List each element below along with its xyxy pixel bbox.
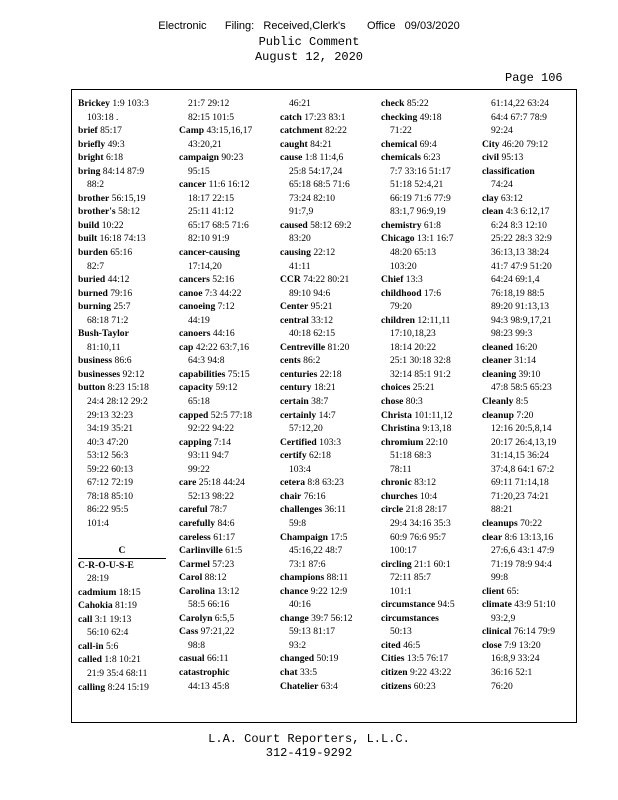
- index-entry-continuation: 99:8: [491, 572, 509, 584]
- index-entry-continuation: 17:14,20: [188, 260, 222, 272]
- document-date: August 12, 2020: [254, 50, 364, 64]
- index-entry: catchment 82:22: [280, 125, 347, 137]
- index-entry: clear 8:6 13:13,16: [482, 531, 554, 543]
- index-entry-continuation: 56:10 62:4: [87, 627, 129, 639]
- index-entry: Carolina 13:12: [179, 585, 240, 597]
- index-entry-continuation: 16:8,9 33:24: [491, 653, 540, 665]
- index-entry-continuation: 57:12,20: [289, 423, 323, 435]
- index-entry-continuation: 51:18 52:4,21: [390, 179, 444, 191]
- index-entry-continuation: 36:16 52:1: [491, 666, 533, 678]
- index-entry-continuation: 71:22: [390, 125, 412, 137]
- index-entry-continuation: 68:18 71:2: [87, 314, 129, 326]
- index-entry-continuation: 67:12 72:19: [87, 477, 134, 489]
- index-entry-continuation: 74:24: [491, 179, 513, 191]
- index-entry-continuation: 88:21: [491, 504, 513, 516]
- index-entry-continuation: 28:19: [87, 573, 109, 585]
- index-entry-continuation: 24:4 28:12 29:2: [87, 396, 148, 408]
- index-entry: champions 88:11: [280, 572, 349, 584]
- index-entry: call 3:1 19:13: [78, 613, 132, 625]
- index-entry: cleanups 70:22: [482, 517, 542, 529]
- index-entry-continuation: 45:16,22 48:7: [289, 545, 343, 557]
- index-entry-continuation: 29:4 34:16 35:3: [390, 517, 451, 529]
- index-entry: Carolyn 6:5,5: [179, 612, 235, 624]
- index-entry: caught 84:21: [280, 138, 332, 150]
- index-entry: burned 79:16: [78, 287, 133, 299]
- index-entry: chance 9:22 12:9: [280, 585, 348, 597]
- index-entry-continuation: 64:3 94:8: [188, 355, 225, 367]
- index-entry: Certified 103:3: [280, 436, 342, 448]
- index-entry: businesses 92:12: [78, 368, 145, 380]
- index-entry: chronic 83:12: [381, 477, 437, 489]
- index-entry-continuation: 37:4,8 64:1 67:2: [491, 463, 555, 475]
- index-entry: Camp 43:15,16,17: [179, 125, 253, 137]
- index-entry: classification: [482, 165, 535, 177]
- index-entry: chemicals 6:23: [381, 152, 441, 164]
- index-entry: causing 22:12: [280, 247, 336, 259]
- index-entry: catastrophic: [179, 666, 230, 678]
- index-entry-continuation: 50:13: [390, 626, 412, 638]
- index-entry: cleaned 16:20: [482, 341, 538, 353]
- index-entry: canoe 7:3 44:22: [179, 287, 242, 299]
- index-entry: campaign 90:23: [179, 152, 244, 164]
- index-entry: certainly 14:7: [280, 409, 336, 421]
- index-entry: chair 76:16: [280, 490, 326, 502]
- index-entry-continuation: 66:19 71:6 77:9: [390, 192, 451, 204]
- index-entry: Christa 101:11,12: [381, 409, 453, 421]
- index-entry: certain 38:7: [280, 396, 329, 408]
- index-column-5: [482, 97, 578, 693]
- index-entry: circle 21:8 28:17: [381, 504, 447, 516]
- index-entry: cited 46:5: [381, 639, 421, 651]
- index-entry-continuation: 76:20: [491, 680, 513, 692]
- index-entry-continuation: [78, 531, 174, 545]
- index-entry-continuation: 25:8 54:17,24: [289, 165, 343, 177]
- index-entry: careful 78:7: [179, 504, 228, 516]
- index-entry-continuation: 82:10 91:9: [188, 233, 230, 245]
- index-entry-continuation: 78:18 85:10: [87, 490, 134, 502]
- index-entry: clean 4:3 6:12,17: [482, 206, 550, 218]
- index-entry: cetera 8:8 63:23: [280, 477, 344, 489]
- index-entry: calling 8:24 15:19: [78, 681, 149, 693]
- index-entry: challenges 36:11: [280, 504, 347, 516]
- index-entry-continuation: 103:4: [289, 463, 311, 475]
- index-entry-continuation: 103:20: [390, 260, 417, 272]
- index-entry-continuation: 93:2,9: [491, 612, 516, 624]
- index-entry-continuation: 20:17 26:4,13,19: [491, 436, 557, 448]
- index-entry-continuation: 6:24 8:3 12:10: [491, 219, 547, 231]
- index-entry: catch 17:23 83:1: [280, 111, 346, 123]
- index-entry-continuation: 83:1,7 96:9,19: [390, 206, 446, 218]
- index-entry-continuation: 86:22 95:5: [87, 504, 129, 516]
- index-entry: chemical 69:4: [381, 138, 437, 150]
- index-column-3: [280, 97, 376, 693]
- index-entry: button 8:23 15:18: [78, 382, 149, 394]
- index-entry: brother 56:15,19: [78, 192, 146, 204]
- index-entry: capped 52:5 77:18: [179, 409, 253, 421]
- index-column-1: [78, 97, 174, 694]
- index-entry-continuation: 21:7 29:12: [188, 98, 230, 109]
- index-entry-continuation: 25:11 41:12: [188, 206, 234, 218]
- index-entry-continuation: 34:19 35:21: [87, 423, 134, 435]
- footer-phone: 312-419-9292: [265, 746, 353, 760]
- index-entry-continuation: 98:8: [188, 639, 206, 651]
- index-entry: children 12:11,11: [381, 314, 451, 326]
- index-entry: Cities 13:5 76:17: [381, 653, 449, 665]
- index-entry-continuation: 51:18 68:3: [390, 450, 432, 462]
- index-entry: climate 43:9 51:10: [482, 599, 556, 611]
- index-entry: capacity 59:12: [179, 382, 238, 394]
- index-entry: circling 21:1 60:1: [381, 558, 451, 570]
- index-entry-continuation: 40:18 62:15: [289, 328, 336, 340]
- index-entry: capabilities 75:15: [179, 368, 250, 380]
- index-entry: buried 44:12: [78, 274, 130, 286]
- index-entry-continuation: 82:15 101:5: [188, 111, 235, 123]
- index-entry: caused 58:12 69:2: [280, 219, 352, 231]
- index-entry-continuation: 41:11: [289, 260, 311, 272]
- index-entry: citizen 9:22 43:22: [381, 666, 452, 678]
- index-entry: circumstances: [381, 612, 439, 624]
- index-entry: Chicago 13:1 16:7: [381, 233, 454, 245]
- index-entry: cents 86:2: [280, 355, 321, 367]
- index-entry-continuation: 29:13 32:23: [87, 409, 134, 421]
- index-entry: burden 65:16: [78, 247, 133, 259]
- index-entry: clinical 76:14 79:9: [482, 626, 556, 638]
- index-entry-continuation: 53:12 56:3: [87, 450, 129, 462]
- index-entry-continuation: 46:21: [289, 98, 311, 109]
- index-entry: business 86:6: [78, 355, 132, 367]
- index-entry-continuation: 89:10 94:6: [289, 287, 331, 299]
- index-entry: changed 50:19: [280, 653, 339, 665]
- index-entry-continuation: 65:17 68:5 71:6: [188, 219, 249, 231]
- index-entry: burning 25:7: [78, 301, 131, 313]
- index-entry: build 10:22: [78, 219, 124, 231]
- index-entry-continuation: 36:13,13 38:24: [491, 247, 550, 259]
- index-entry: carefully 84:6: [179, 517, 235, 529]
- index-entry-continuation: 44:13 45:8: [188, 680, 230, 692]
- index-entry-continuation: 101:1: [390, 585, 412, 597]
- index-entry: Cleanly 8:5: [482, 396, 529, 408]
- index-column-4: [381, 97, 477, 693]
- index-entry-continuation: 76:18,19 88:5: [491, 287, 545, 299]
- index-entry: check 85:22: [381, 98, 429, 109]
- index-entry: cancer 11:6 16:12: [179, 179, 250, 191]
- index-entry: circumstance 94:5: [381, 599, 455, 611]
- index-entry-continuation: 17:10,18,23: [390, 328, 436, 340]
- index-entry-continuation: 101:4: [87, 517, 109, 529]
- index-entry-continuation: 27:6,6 43:1 47:9: [491, 545, 555, 557]
- index-entry: central 33:12: [280, 314, 334, 326]
- index-entry-continuation: 48:20 65:13: [390, 247, 437, 259]
- index-entry-continuation: 71:20,23 74:21: [491, 490, 550, 502]
- index-entry-continuation: 83:20: [289, 233, 311, 245]
- index-entry: Cass 97:21,22: [179, 626, 235, 638]
- index-entry: Centreville 81:20: [280, 341, 350, 353]
- index-column-2: [179, 97, 275, 693]
- index-entry: Champaign 17:5: [280, 531, 348, 543]
- index-entry-continuation: 61:14,22 63:24: [491, 98, 550, 109]
- index-entry-continuation: 65:18: [188, 396, 210, 408]
- index-entry: careless 61:17: [179, 531, 236, 543]
- index-entry: call-in 5:6: [78, 640, 119, 652]
- word-index-box: [71, 89, 577, 723]
- index-entry: Christina 9:13,18: [381, 423, 452, 435]
- index-entry: brief 85:17: [78, 125, 122, 137]
- index-entry: care 25:18 44:24: [179, 477, 245, 489]
- index-entry: Chief 13:3: [381, 274, 423, 286]
- index-entry-continuation: 94:3 98:9,17,21: [491, 314, 552, 326]
- index-entry-continuation: 58:5 66:16: [188, 599, 230, 611]
- index-entry-continuation: 52:13 98:22: [188, 490, 235, 502]
- footer-company: L.A. Court Reporters, L.L.C.: [208, 732, 410, 746]
- index-entry: childhood 17:6: [381, 287, 441, 299]
- index-entry-continuation: 60:9 76:6 95:7: [390, 531, 446, 543]
- index-entry-continuation: 65:18 68:5 71:6: [289, 179, 350, 191]
- index-entry-continuation: 59:13 81:17: [289, 626, 336, 638]
- index-entry-continuation: 93:11 94:7: [188, 450, 229, 462]
- index-entry-continuation: 79:20: [390, 301, 412, 313]
- index-entry-continuation: 59:8: [289, 517, 307, 529]
- index-entry-continuation: 7:7 33:16 51:17: [390, 165, 451, 177]
- index-entry: Carlinville 61:5: [179, 545, 243, 557]
- index-entry-continuation: 91:7,9: [289, 206, 314, 218]
- index-entry: Carmel 57:23: [179, 558, 235, 570]
- index-entry-continuation: 88:2: [87, 179, 105, 191]
- index-entry: cleaner 31:14: [482, 355, 537, 367]
- index-entry-continuation: 43:20,21: [188, 138, 222, 150]
- index-entry: checking 49:18: [381, 111, 442, 123]
- index-entry-continuation: 98:23 99:3: [491, 328, 533, 340]
- index-entry: centuries 22:18: [280, 368, 342, 380]
- index-entry-continuation: 40:3 47:20: [87, 436, 129, 448]
- index-entry: clay 63:12: [482, 192, 523, 204]
- index-entry-continuation: 69:11 71:14,18: [491, 477, 549, 489]
- index-entry-continuation: 73:24 82:10: [289, 192, 336, 204]
- index-entry-continuation: 32:14 85:1 91:2: [390, 368, 451, 380]
- index-entry: chemistry 61:8: [381, 219, 441, 231]
- index-entry-continuation: 95:15: [188, 165, 210, 177]
- index-entry: cause 1:8 11:4,6: [280, 152, 344, 164]
- index-entry: City 46:20 79:12: [482, 138, 549, 150]
- index-entry: century 18:21: [280, 382, 336, 394]
- index-entry: change 39:7 56:12: [280, 612, 353, 624]
- index-entry: cancer-causing: [179, 247, 240, 259]
- index-entry-continuation: 18:17 22:15: [188, 192, 235, 204]
- filing-stamp: Electronic Filing: Received,Clerk's Office 09/03/2020: [158, 20, 460, 32]
- index-entry: CCR 74:22 80:21: [280, 274, 350, 286]
- index-entry: close 7:9 13:20: [482, 639, 541, 651]
- index-entry: chose 80:3: [381, 396, 423, 408]
- index-entry-continuation: 92:24: [491, 125, 513, 137]
- index-entry: cleaning 39:10: [482, 368, 541, 380]
- index-entry: cap 42:22 63:7,16: [179, 341, 250, 353]
- index-entry: Carol 88:12: [179, 572, 227, 584]
- index-entry: Bush-Taylor: [78, 328, 129, 340]
- index-entry: cadmium 18:15: [78, 586, 141, 598]
- index-entry-continuation: 21:9 35:4 68:11: [87, 667, 148, 679]
- index-entry: canoeing 7:12: [179, 301, 235, 313]
- index-entry: briefly 49:3: [78, 138, 125, 150]
- page-number: Page 106: [505, 71, 563, 85]
- index-entry: client 65:: [482, 585, 520, 597]
- index-entry: citizens 60:23: [381, 680, 436, 692]
- index-entry-continuation: 81:10,11: [87, 341, 121, 353]
- index-entry-continuation: 72:11 85:7: [390, 572, 431, 584]
- index-entry-continuation: 47:8 58:5 65:23: [491, 382, 552, 394]
- index-entry: civil 95:13: [482, 152, 524, 164]
- index-entry: C-R-O-U-S-E: [78, 559, 134, 571]
- index-entry: choices 25:21: [381, 382, 435, 394]
- index-entry-continuation: 44:19: [188, 314, 210, 326]
- index-entry-continuation: 71:19 78:9 94:4: [491, 558, 552, 570]
- index-entry-continuation: 18:14 20:22: [390, 341, 437, 353]
- index-entry-continuation: 25:22 28:3 32:9: [491, 233, 552, 245]
- index-entry: cancers 52:16: [179, 274, 235, 286]
- index-entry-continuation: 73:1 87:6: [289, 558, 326, 570]
- index-entry: certify 62:18: [280, 450, 331, 462]
- index-entry: Brickey 1:9 103:3: [78, 98, 149, 109]
- index-entry-continuation: 40:16: [289, 599, 311, 611]
- index-entry: canoers 44:16: [179, 328, 235, 340]
- index-entry: cleanup 7:20: [482, 409, 534, 421]
- index-entry: Chatelier 63:4: [280, 680, 338, 692]
- index-entry-continuation: 92:22 94:22: [188, 423, 235, 435]
- index-entry-continuation: 93:2: [289, 639, 307, 651]
- index-entry-continuation: 64:4 67:7 78:9: [491, 111, 547, 123]
- index-entry-continuation: 31:14,15 36:24: [491, 450, 550, 462]
- index-entry: called 1:8 10:21: [78, 654, 141, 666]
- index-entry-continuation: 12:16 20:5,8,14: [491, 423, 552, 435]
- index-entry-continuation: 78:11: [390, 463, 412, 475]
- index-entry: Center 95:21: [280, 301, 333, 313]
- index-entry: churches 10:4: [381, 490, 438, 502]
- index-entry-continuation: 59:22 60:13: [87, 463, 134, 475]
- index-entry: chat 33:5: [280, 666, 318, 678]
- index-entry-continuation: 82:7: [87, 260, 105, 272]
- index-entry-continuation: 99:22: [188, 463, 210, 475]
- index-entry: capping 7:14: [179, 436, 231, 448]
- index-entry-continuation: 89:20 91:13,13: [491, 301, 550, 313]
- index-entry: Cahokia 81:19: [78, 600, 137, 612]
- index-entry: bright 6:18: [78, 152, 124, 164]
- index-entry-continuation: 64:24 69:1,4: [491, 274, 540, 286]
- index-entry: bring 84:14 87:9: [78, 165, 145, 177]
- index-entry: built 16:18 74:13: [78, 233, 146, 245]
- index-entry-continuation: 100:17: [390, 545, 417, 557]
- index-entry-continuation: 25:1 30:18 32:8: [390, 355, 451, 367]
- index-entry: chromium 22:10: [381, 436, 448, 448]
- index-section-header: C: [78, 544, 166, 559]
- index-entry-continuation: 103:18 .: [87, 111, 119, 123]
- index-entry-continuation: 41:7 47:9 51:20: [491, 260, 552, 272]
- index-entry: brother's 58:12: [78, 206, 140, 218]
- index-entry: casual 66:11: [179, 653, 229, 665]
- document-title: Public Comment: [258, 35, 360, 49]
